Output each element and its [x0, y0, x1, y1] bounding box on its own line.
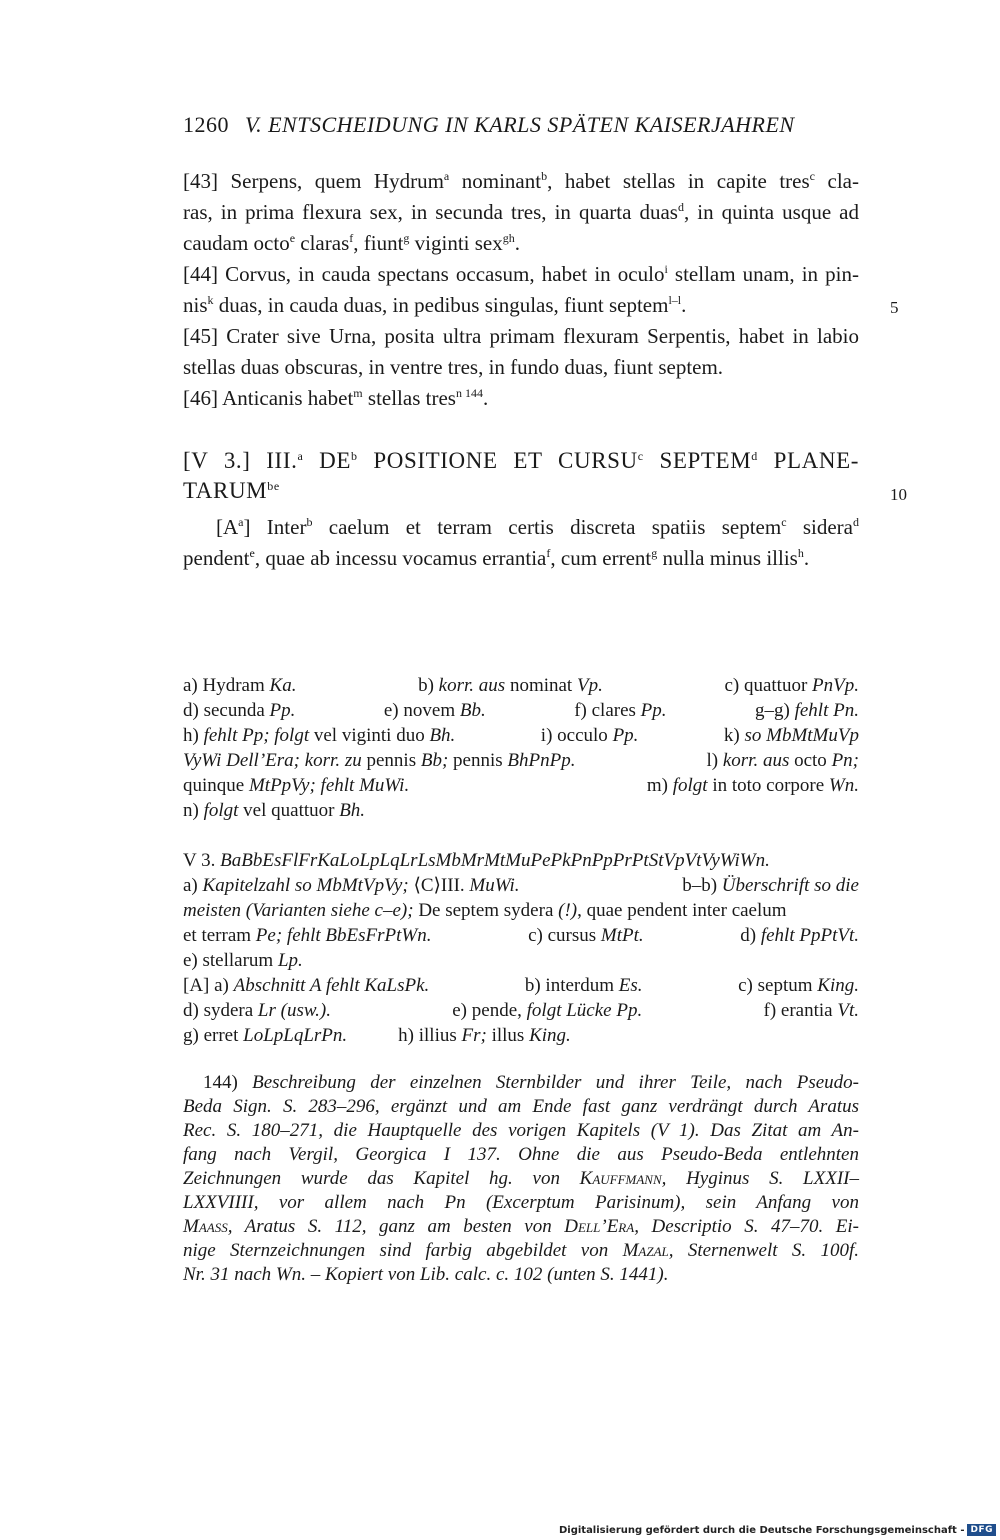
apparatus-row: meisten (Varianten siehe c–e); De septem sydera (!), quae pendent inter caelum [183, 900, 787, 921]
text-line: [44] Corvus, in cauda spectans occasum, habet in oculo$^i$ stellam unam, in pin- [183, 262, 859, 286]
text-line: ras, in prima flexura sex, in secunda tres, in quarta duas$^d$, in quinta usque ad [183, 200, 859, 224]
apparatus-row: VyWi Dell’Era; korr. zu pennis Bb; pennis BhPnPp. l) korr. aus octo Pn; [183, 750, 859, 771]
text-line: nis$^k$ duas, in cauda duas, in pedibus singulas, fiunt septem$^{l-l}$. [183, 293, 687, 317]
text-line: caudam octo$^e$ claras$^f$, fiunt$^g$ viginti sex$^{gh}$. [183, 231, 521, 255]
text-line: [45] Crater sive Urna, posita ultra primam flexuram Serpentis, habet in labio [183, 324, 859, 348]
section-a-text: $[A^a]$ Inter$^b$ caelum et terram certis discreta spatiis septem$^c$ sidera$^d$ pendent$^e$, quae ab incessu vocamus errantia$^f$, cum errent$^g$ nulla minus illis$^h$. [183, 515, 859, 570]
apparatus-row: e) stellarum Lp. [183, 950, 303, 971]
running-header [183, 112, 795, 138]
dfg-logo: DFG [967, 1524, 996, 1536]
manuscript-apparatus [183, 848, 859, 1048]
line-number: 5 [890, 298, 899, 317]
page-number: 1260 [183, 112, 229, 137]
text-line: [46] Anticanis habet$^m$ stellas tres$^{n 144}$. [183, 386, 489, 410]
apparatus-row: g) erret LoLpLqLrPn. h) illius Fr; illus King. [183, 1025, 571, 1046]
commentary-note: 144) Beschreibung der einzelnen Sternbilder und ihrer Teile, nach Pseudo- Beda Sign. S. 283–296, ergänzt und am Ende fast ganz verdrängt durch Aratus Rec. S. 180–271, die Hauptquelle des vorigen Kapitels (V 1). Das Zitat am An- fang nach Vergil, Georgica I 137. Ohne die aus Pseudo-Beda entlehnten Zeichnungen wurde das Kapitel hg. von Kauffmann, Hyginus S. LXXII– LXXVIIII, vor allem nach Pn (Excerptum Parisinum), sein Anfang von Maass, Aratus S. 112, ganz am besten von Dell’Era, Descriptio S. 47–70. Ei- nige Sternzeichnungen sind farbig abgebildet von Mazal, Sternenwelt S. 100f. Nr. 31 nach Wn. – Kopiert von Lib. calc. c. 102 (unten S. 1441). [183, 1072, 859, 1285]
running-title: V. ENTSCHEIDUNG IN KARLS SPÄTEN KAISERJAHREN [245, 112, 795, 137]
main-text [183, 166, 859, 414]
critical-apparatus [183, 673, 859, 823]
line-number: 10 [890, 485, 907, 504]
digitization-footer [559, 1524, 996, 1536]
apparatus-row: a) Kapitelzahl so MbMtVpVy; ⟨C⟩III. MuWi. b–b) Überschrift so die [183, 875, 859, 896]
apparatus-row: V 3. BaBbEsFlFrKaLoLpLqLrLsMbMrMtMuPePkPnPpPrPtStVpVtVyWiWn. [183, 850, 770, 871]
apparatus-row: d) secunda Pp. e) novem Bb. f) clares Pp. g–g) fehlt Pn. [183, 700, 859, 721]
text-line: [43] Serpens, quem Hydrum$^a$ nominant$^b$, habet stellas in capite tres$^c$ cla- [183, 169, 859, 193]
apparatus-row: [A] a) Abschnitt A fehlt KaLsPk. b) interdum Es. c) septum King. [183, 975, 859, 996]
apparatus-row: et terram Pe; fehlt BbEsFrPtWn. c) cursus MtPt. d) fehlt PpPtVt. [183, 925, 859, 946]
apparatus-row: h) fehlt Pp; folgt vel viginti duo Bh. i) occulo Pp. k) so MbMtMuVp [183, 725, 859, 746]
chapter-heading: [V 3.] III.$^a$ $DE^b$ POSITIONE ET CURSU$^c$ SEPTEM$^d$ PLANE- $TARUM^{be}$ [183, 448, 859, 503]
text-line: stellas duas obscuras, in ventre tres, in fundo duas, fiunt septem. [183, 355, 724, 379]
apparatus-row: quinque MtPpVy; fehlt MuWi. m) folgt in toto corpore Wn. [183, 775, 859, 796]
apparatus-row: a) Hydram Ka. b) korr. aus nominat Vp. c) quattuor PnVp. [183, 675, 859, 696]
apparatus-row: d) sydera Lr (usw.). e) pende, folgt Lücke Pp. f) erantia Vt. [183, 1000, 859, 1021]
apparatus-row: n) folgt vel quattuor Bh. [183, 800, 366, 821]
footer-text: Digitalisierung gefördert durch die Deutsche Forschungsgemeinschaft - [558, 1524, 965, 1536]
